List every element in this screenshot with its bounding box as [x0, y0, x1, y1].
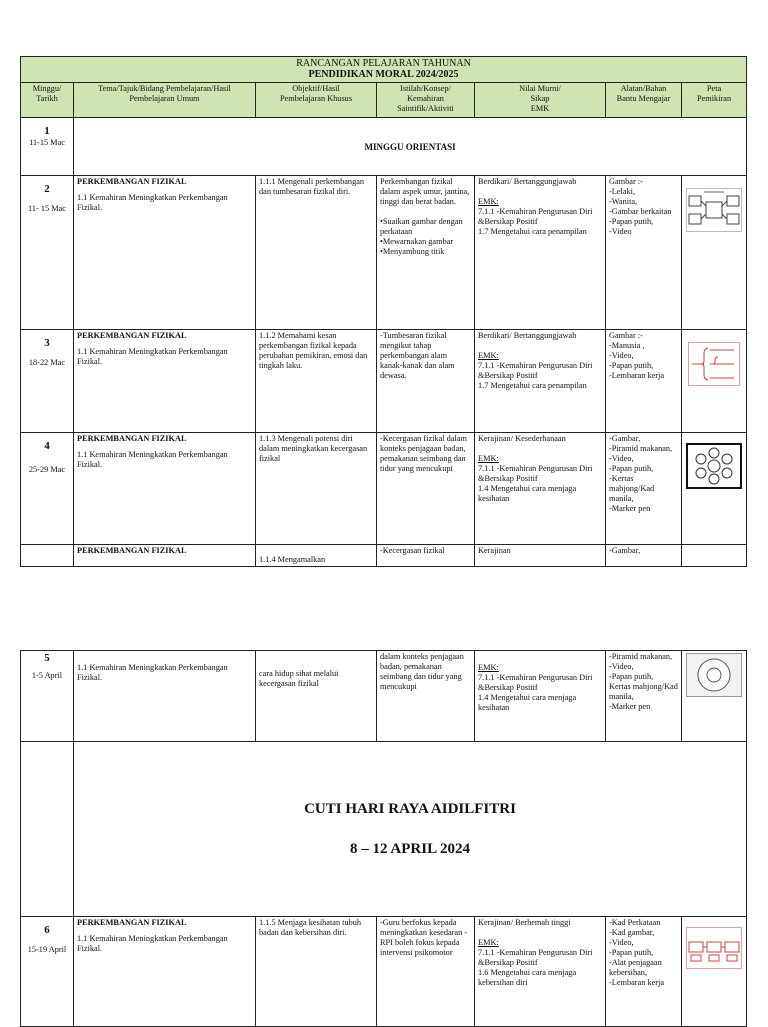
concept-cell: dalam konteks penjagaan badan, pemakanan seimbang dan tidur yang mencukupi [377, 651, 475, 742]
objective-cell: 1.1.2 Memahami kesan perkembangan fizikal kepada perubahan pemikiran, emosi dan tingkah laku. [256, 330, 377, 433]
thinking-map-cell [682, 545, 747, 567]
yearly-plan-table-continued [20, 650, 747, 1027]
objective-cell: 1.1.1 Mengenali perkembangan dan tumbesaran fizikal diri. [256, 176, 377, 330]
objective-cell: 1.1.5 Menjaga kesihatan tubuh badan dan kebersihan diri. [256, 917, 377, 1027]
holiday-dates: 8 – 12 APRIL 2024 [349, 841, 470, 857]
circle-map-icon [682, 651, 747, 742]
page-2-table-block [20, 650, 746, 1027]
values-cell: Berdikari/ Bertanggungjawab EMK: 7.1.1 -Kemahiran Pengurusan Diri &Bersikap Positif 1.7 Mengetahui cara penampilan [475, 330, 606, 433]
materials-cell: -Gambar, [606, 545, 682, 567]
values-cell: EMK: 7.1.1 -Kemahiran Pengurusan Diri &Bersikap Positif 1.4 Mengetahui cara menjaga kesihatan [475, 651, 606, 742]
objective-cell: 1.1.4 Mengamalkan [256, 545, 377, 567]
materials-cell: Gambar :- -Manusia , -Video, -Papan putih, -Lembaran kerja [606, 330, 682, 433]
theme-cell: PERKEMBANGAN FIZIKAL 1.1 Kemahiran Meningkatkan Perkembangan Fizikal. [74, 176, 256, 330]
concept-cell: -Tumbesaran fizikal mengikut tahap perkembangan alam kanak-kanak dan alam dewasa. [377, 330, 475, 433]
brace-map-icon [682, 330, 747, 433]
bubble-map-icon [682, 433, 747, 545]
week-cell: 1 11-15 Mac [21, 118, 74, 176]
table-row [21, 742, 747, 917]
holiday-banner [74, 742, 747, 917]
values-cell: Kerajinan [475, 545, 606, 567]
title-line-2: PENDIDIKAN MORAL 2024/2025 [308, 69, 459, 80]
week-cell: 4 25-29 Mac [21, 433, 74, 545]
title-line-1: RANCANGAN PELAJARAN TAHUNAN [296, 58, 471, 69]
table-row [21, 917, 747, 1027]
orientation-label: MINGGU ORIENTASI [74, 118, 747, 176]
concept-cell: -Guru berfokus kepada meningkatkan kesedaran -RPI boleh fokus kepada intervensi psikomotor [377, 917, 475, 1027]
values-cell: Kerajinan/ Berhemah tinggi EMK: 7.1.1 -Kemahiran Pengurusan Diri &Bersikap Positif 1.6 Mengetahui cara menjaga kebersihan diri [475, 917, 606, 1027]
col-thinking-map: Peta Pemikiran [682, 83, 747, 118]
objective-cell: 1.1.3 Mengenali potensi diri dalam meningkatkan kecergasan fizikal [256, 433, 377, 545]
concept-cell: -Kecergasan fizikal [377, 545, 475, 567]
yearly-plan-table [20, 56, 747, 567]
table-title [21, 57, 747, 83]
values-cell: Kerajinan/ Kesederhanaan EMK: 7.1.1 -Kemahiran Pengurusan Diri &Bersikap Positif 1.4 Mengetahui cara menjaga kesihatan [475, 433, 606, 545]
week-cell: 6 15-19 April [21, 917, 74, 1027]
column-header-row [21, 83, 747, 118]
col-concept: Istilah/Konsep/ Kemahiran Saintifik/Aktiviti [377, 83, 475, 118]
week-cell: 3 18-22 Mac [21, 330, 74, 433]
week-cell [21, 545, 74, 567]
values-cell: Berdikari/ Bertanggungjawab EMK: 7.1.1 -Kemahiran Pengurusan Diri &Bersikap Positif 1.7 Mengetahui cara penampilan [475, 176, 606, 330]
col-values: Nilai Murni/ Sikap EMK [475, 83, 606, 118]
table-row [21, 118, 747, 176]
objective-cell: cara hidup sihat melalui kecergasan fizikal [256, 651, 377, 742]
materials-cell: -Piramid makanan, -Video, -Papan putih, Kertas mahjong/Kad manila, -Marker pen [606, 651, 682, 742]
materials-cell: -Gambar, -Piramid makanan, -Video, -Papan putih, -Kertas mahjong/Kad manila, -Marker pen [606, 433, 682, 545]
concept-cell: Perkembangan fizikal dalam aspek umur, jantina, tinggi dan berat badan. •Suaikan gambar dengan perkataan •Mewarnakan gambar •Menyambung titik [377, 176, 475, 330]
table-row [21, 176, 747, 330]
holiday-title: CUTI HARI RAYA AIDILFITRI [304, 801, 516, 817]
week-cell: 2 11- 15 Mac [21, 176, 74, 330]
theme-cell: PERKEMBANGAN FIZIKAL [74, 545, 256, 567]
col-objective: Objektif/Hasil Pembelajaran Khusus [256, 83, 377, 118]
concept-cell: -Kecergasan fizikal dalam konteks penjagaan badan, pemakanan seimbang dan tidur yang mencukupi [377, 433, 475, 545]
page-1-table-block [20, 56, 746, 567]
flow-map-icon [682, 917, 747, 1027]
bridge-map-icon [682, 176, 747, 330]
materials-cell: Gambar :- -Lelaki, -Wanita, -Gambar berkaitan -Papan putih, -Video [606, 176, 682, 330]
table-row [21, 545, 747, 567]
theme-cell: PERKEMBANGAN FIZIKAL 1.1 Kemahiran Meningkatkan Perkembangan Fizikal. [74, 330, 256, 433]
theme-cell: PERKEMBANGAN FIZIKAL 1.1 Kemahiran Meningkatkan Perkembangan Fizikal. [74, 433, 256, 545]
col-materials: Alatan/Bahan Bantu Mengajar [606, 83, 682, 118]
table-row [21, 433, 747, 545]
table-row [21, 651, 747, 742]
week-cell [21, 742, 74, 917]
materials-cell: -Kad Perkataan -Kad gambar, -Video, -Papan putih, -Alat penjagaan kebersihan, -Lembaran kerja [606, 917, 682, 1027]
col-week: Minggu/ Tarikh [21, 83, 74, 118]
table-row [21, 330, 747, 433]
theme-cell: 1.1 Kemahiran Meningkatkan Perkembangan Fizikal. [74, 651, 256, 742]
week-cell: 5 1-5 April [21, 651, 74, 742]
theme-cell: PERKEMBANGAN FIZIKAL 1.1 Kemahiran Meningkatkan Perkembangan Fizikal. [74, 917, 256, 1027]
col-theme: Tema/Tajuk/Bidang Pembelajaran/Hasil Pembelajaran Umum [74, 83, 256, 118]
